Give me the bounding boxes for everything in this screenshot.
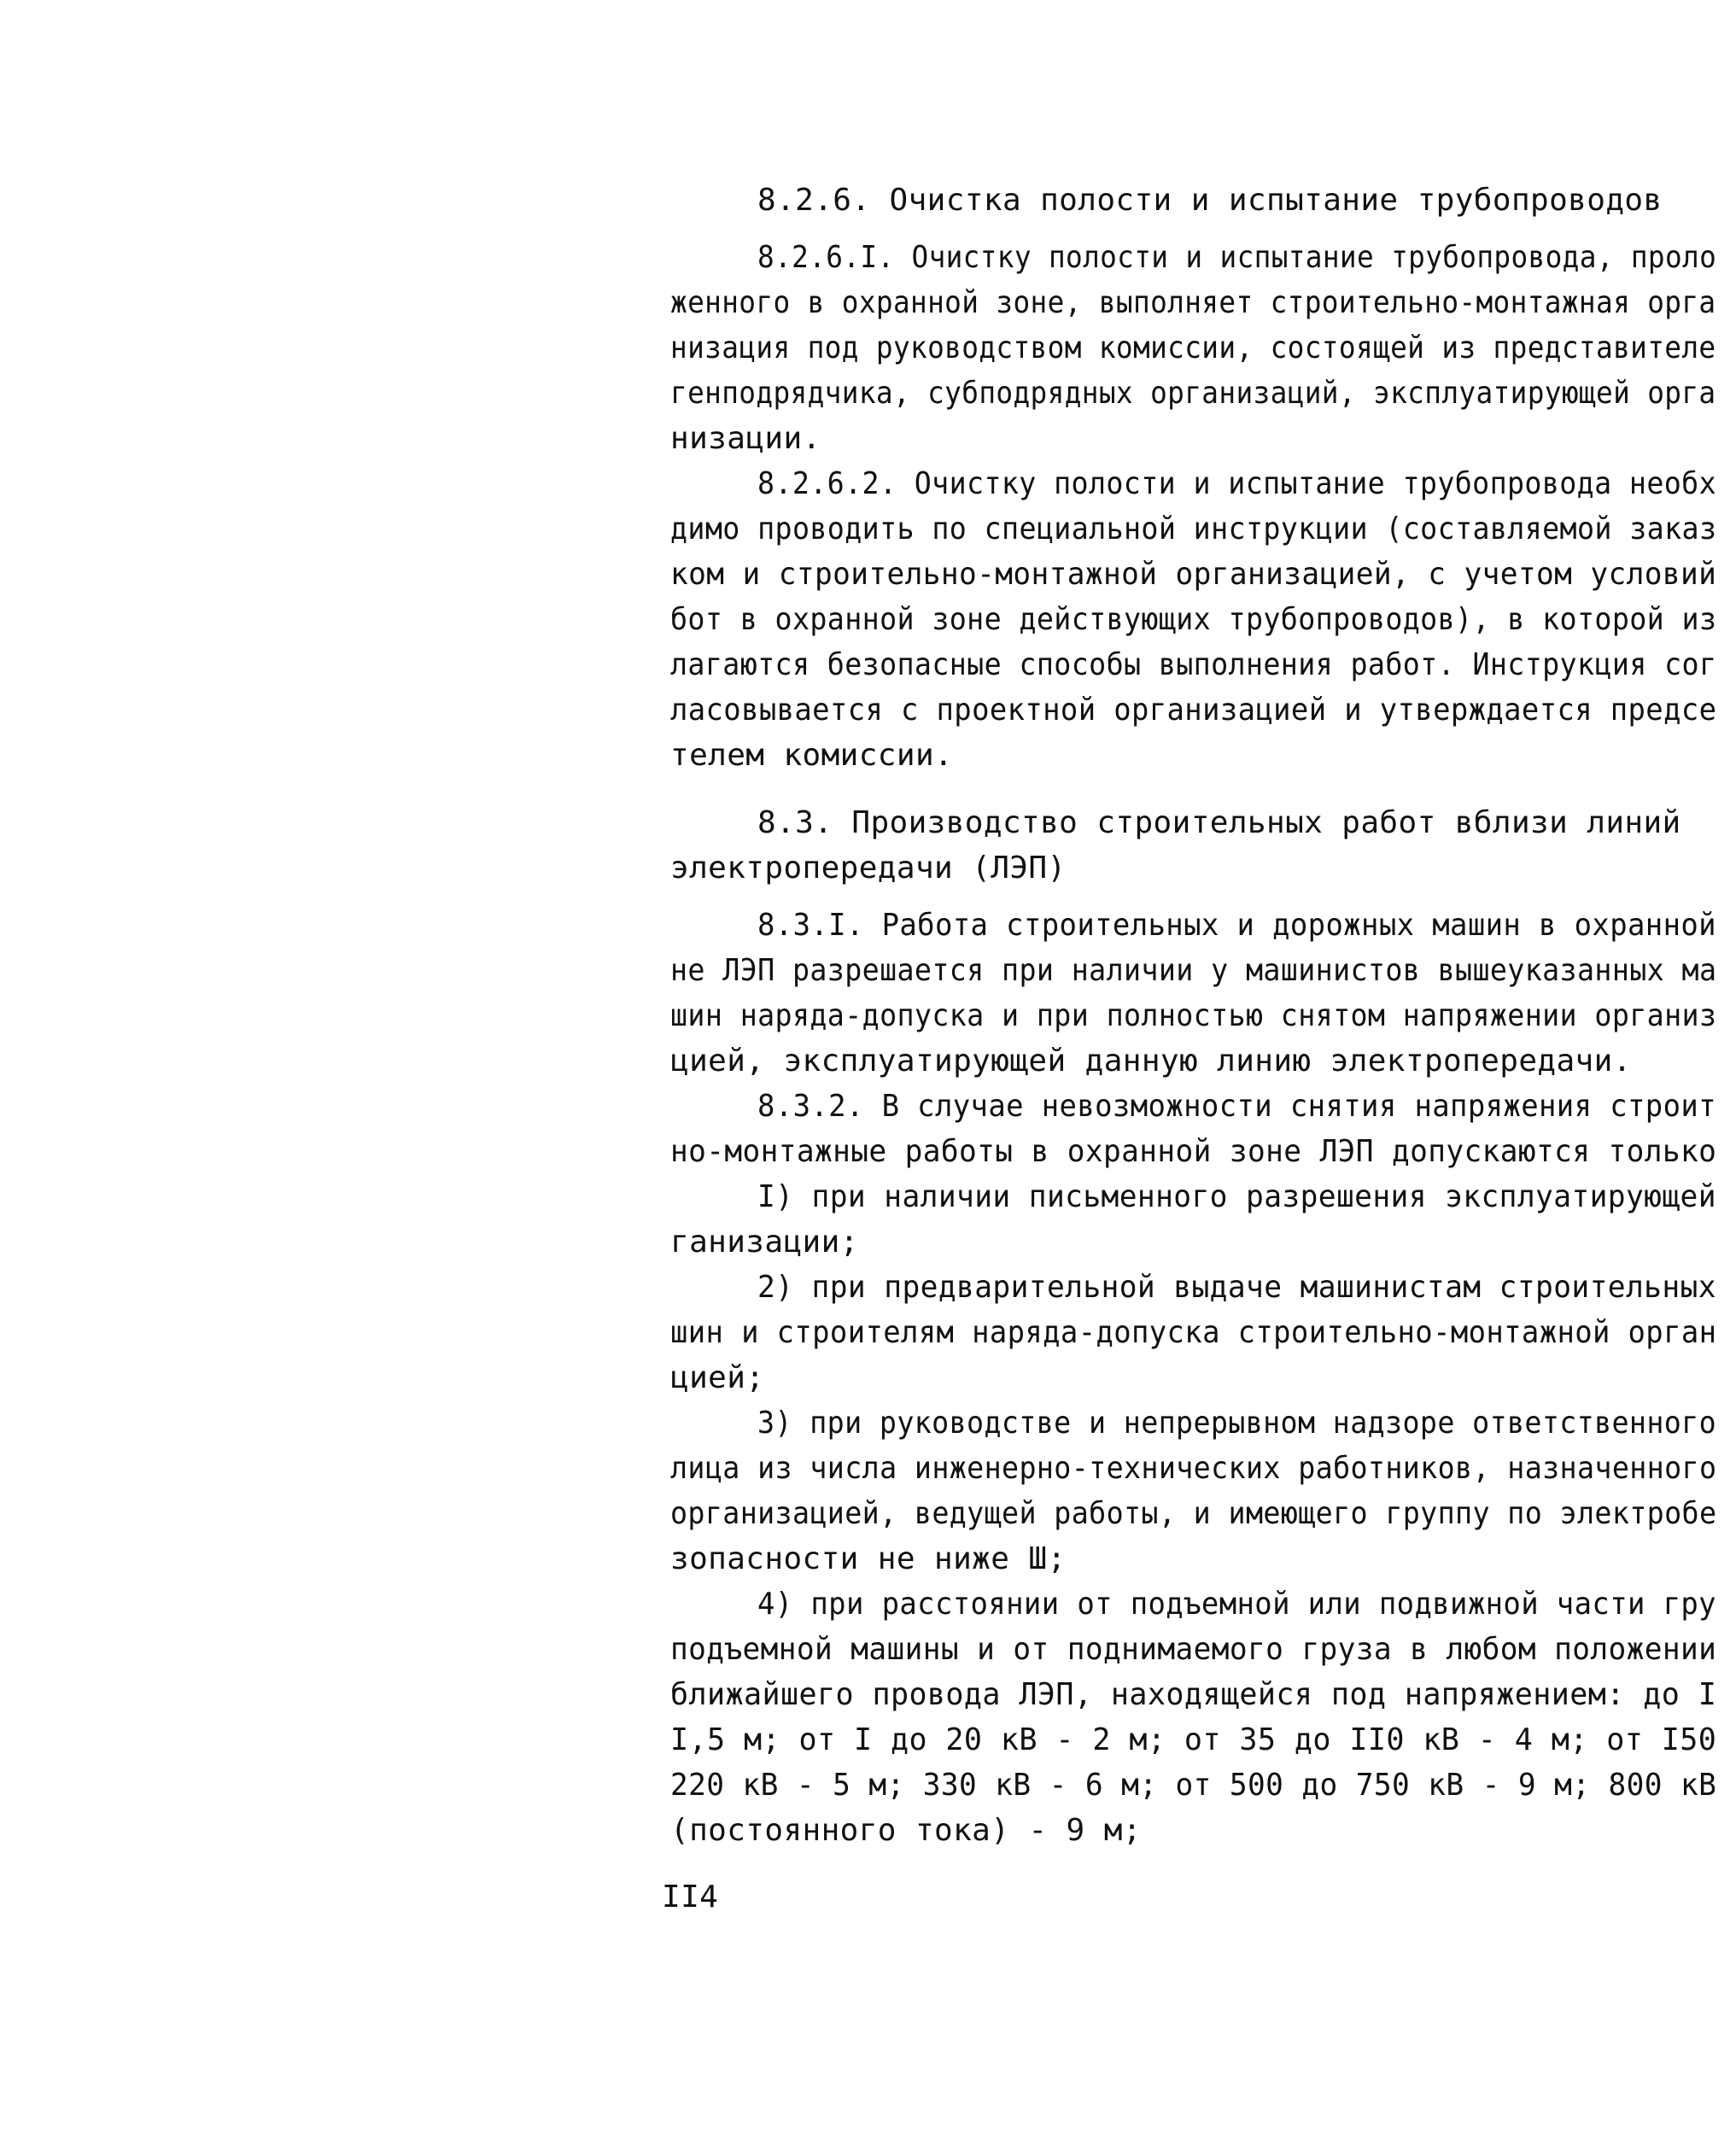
section-heading-8-3-line: электропередачи (ЛЭП): [670, 851, 1067, 886]
paragraph-8-3-2-line: но-монтажные работы в охранной зоне ЛЭП допускаются только: [670, 1134, 1717, 1169]
paragraph-8-2-6-2-line: лагаются безопасные способы выполнения работ. Инструкция сог: [670, 647, 1717, 682]
paragraph-8-2-6-2-line: ком и строительно-монтажной организацией, с учетом условий: [670, 557, 1717, 592]
list-item-3-line: лица из числа инженерно-технических работников, назначенного: [670, 1451, 1717, 1486]
list-item-2-line: 2) при предварительной выдаче машинистам строительных: [757, 1270, 1716, 1305]
paragraph-8-2-6-2-line: 8.2.6.2. Очистку полости и испытание трубопровода необх: [757, 466, 1717, 501]
list-item-4-line: 220 кВ - 5 м; 330 кВ - 6 м; от 500 до 750 кВ - 9 м; 800 кВ: [670, 1768, 1717, 1803]
paragraph-8-3-1-line: не ЛЭП разрешается при наличии у машинистов вышеуказанных ма: [670, 953, 1717, 988]
paragraph-8-3-1-line: шин наряда-допуска и при полностью снятом напряжении организ: [670, 998, 1717, 1033]
list-item-3-line: 3) при руководстве и непрерывном надзоре ответственного: [757, 1406, 1717, 1441]
paragraph-8-3-2-line: 8.3.2. В случае невозможности снятия напряжения строит: [757, 1089, 1716, 1124]
list-item-4-line: (постоянного тока) - 9 м;: [670, 1813, 1142, 1848]
paragraph-8-2-6-1-line: низация под руководством комиссии, состоящей из представителе: [670, 330, 1716, 365]
list-item-2-line: шин и строителям наряда-допуска строительно-монтажной орган: [670, 1315, 1717, 1350]
paragraph-8-2-6-1-line: женного в охранной зоне, выполняет строительно-монтажная орга: [670, 285, 1716, 320]
paragraph-8-3-1-line: 8.3.I. Работа строительных и дорожных машин в охранной: [757, 908, 1716, 943]
list-item-4-line: I,5 м; от I до 20 кВ - 2 м; от 35 до II0 кВ - 4 м; от I50: [670, 1722, 1717, 1757]
list-item-3-line: зопасности не ниже Ш;: [670, 1541, 1067, 1576]
paragraph-8-3-1-line: цией, эксплуатирующей данную линию электропередачи.: [670, 1044, 1632, 1079]
section-heading-8-2-6: 8.2.6. Очистка полости и испытание трубопроводов: [757, 183, 1663, 218]
paragraph-8-2-6-2-line: ласовывается с проектной организацией и утверждается предсе: [670, 693, 1717, 728]
page-number: II4: [662, 1880, 719, 1915]
paragraph-8-2-6-1-line: низации.: [670, 421, 821, 456]
paragraph-8-2-6-1-line: 8.2.6.I. Очистку полости и испытание трубопровода, проло: [757, 240, 1717, 275]
list-item-3-line: организацией, ведущей работы, и имеющего группу по электробе: [670, 1496, 1717, 1531]
list-item-4-line: подъемной машины и от поднимаемого груза в любом положении: [670, 1632, 1717, 1667]
section-heading-8-3-line: 8.3. Производство строительных работ вблизи линий: [757, 805, 1681, 840]
paragraph-8-2-6-2-line: телем комиссии.: [670, 738, 954, 773]
paragraph-8-2-6-1-line: генподрядчика, субподрядных организаций, эксплуатирующей орга: [670, 376, 1716, 411]
list-item-4-line: 4) при расстоянии от подъемной или подвижной части гру: [757, 1587, 1716, 1622]
paragraph-8-2-6-2-line: димо проводить по специальной инструкции (составляемой заказ: [670, 512, 1717, 547]
list-item-4-line: ближайшего провода ЛЭП, находящейся под напряжением: до I: [670, 1677, 1717, 1712]
paragraph-8-2-6-2-line: бот в охранной зоне действующих трубопроводов), в которой из: [670, 602, 1717, 637]
list-item-1-line: I) при наличии письменного разрешения эксплуатирующей: [757, 1179, 1716, 1214]
list-item-2-line: цией;: [670, 1360, 765, 1395]
list-item-1-line: ганизации;: [670, 1225, 859, 1260]
